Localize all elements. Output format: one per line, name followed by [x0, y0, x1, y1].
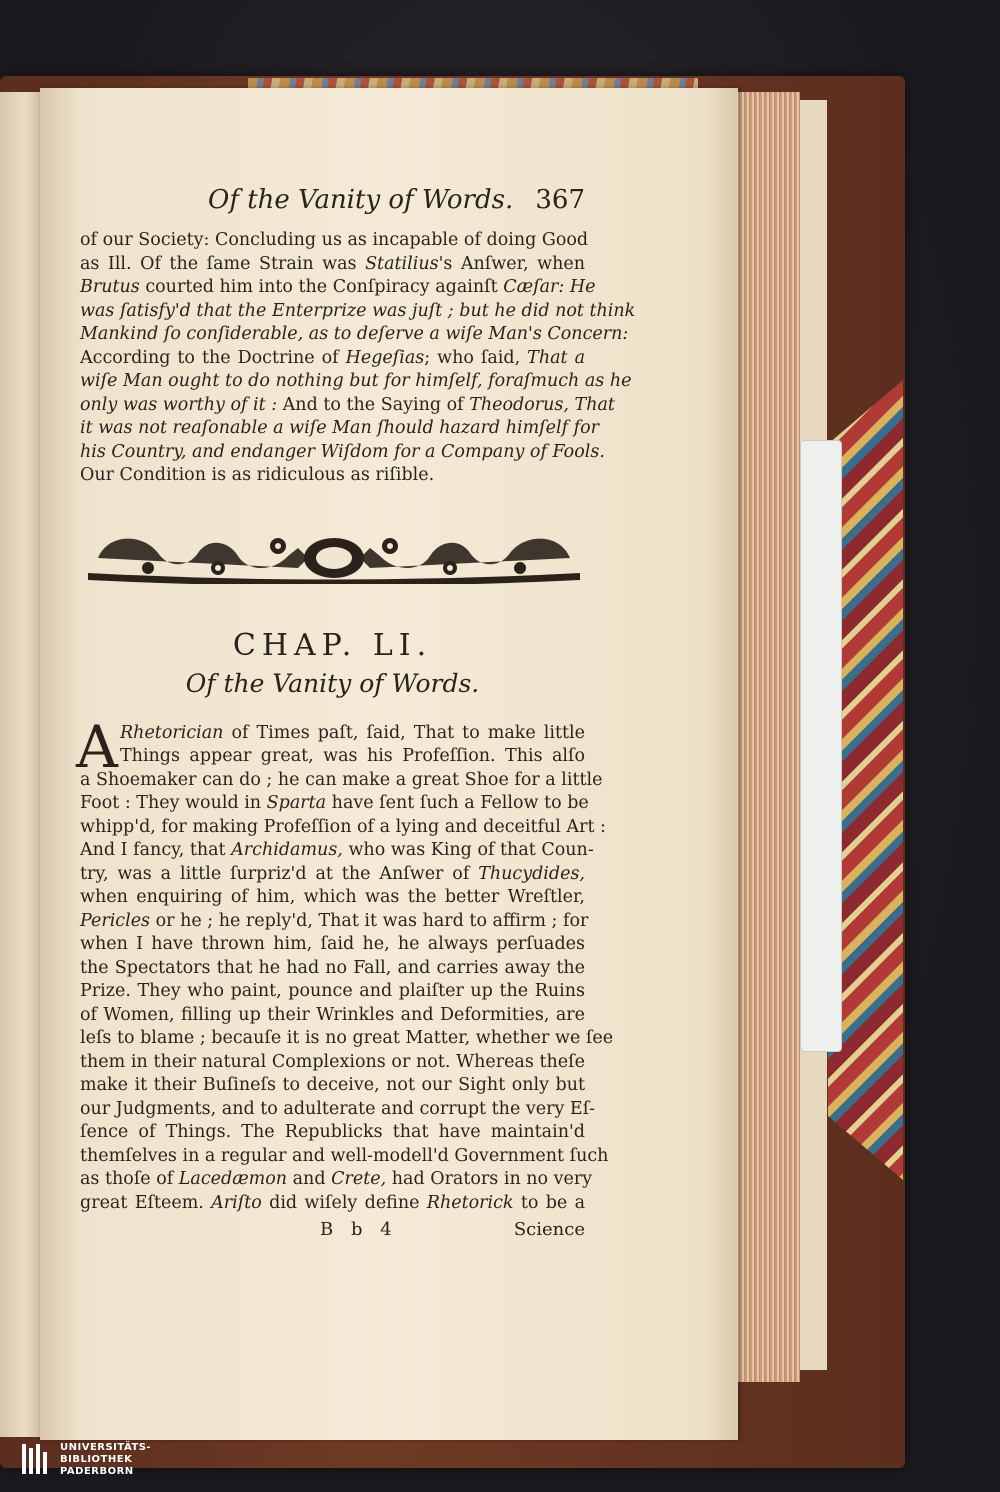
text-run: wiſe Man ought to do nothing but for himſelf, foraſmuch as he: [80, 371, 632, 391]
text-run: only was worthy of it :: [80, 394, 278, 415]
body-lines-line: [80, 1027, 614, 1051]
text-run: of Times paſt, ſaid, That to make little: [223, 722, 585, 743]
body-lines-line: [80, 1074, 585, 1098]
text-run: ; who ſaid,: [424, 347, 528, 368]
body-lines-line: [80, 1168, 593, 1192]
library-logo: [20, 1440, 220, 1480]
text-run: That a: [527, 347, 585, 368]
text-run: Thucydides,: [478, 863, 585, 884]
text-run: as Ill. Of the ſame Strain was: [80, 253, 366, 274]
decorative-headpiece-ornament: [88, 528, 580, 584]
catchword: Science: [513, 1219, 585, 1240]
text-run: who was King of that Coun-: [342, 840, 594, 860]
text-run: did wiſely define: [261, 1192, 427, 1213]
body-lines-line: [80, 816, 606, 840]
drop-cap: A: [76, 712, 118, 781]
intro-lines-line: [80, 229, 589, 253]
text-run: when enquiring of him, which was the better Wreſtler,: [80, 887, 585, 907]
intro-lines-line: [80, 441, 605, 465]
text-run: 's Anſwer, when: [438, 253, 586, 274]
text-run: of our Society: Concluding us as incapable of doing Good: [80, 230, 589, 250]
chapter-title: Of the Vanity of Words.: [185, 668, 480, 698]
body-text: [80, 722, 614, 1216]
intro-lines-line: [80, 253, 585, 277]
text-run: the Spectators that he had no Fall, and carries away the: [80, 957, 585, 978]
text-run: to be a: [513, 1192, 585, 1213]
text-run: had Orators in no very: [386, 1169, 593, 1189]
intro-lines-line: [80, 464, 585, 488]
body-lines-line: [80, 745, 585, 769]
intro-lines-line: [80, 394, 615, 418]
text-run: make it their Buſineſs to deceive, not our Sight only but: [80, 1075, 585, 1095]
text-run: leſs to blame ; becauſe it is no great Matter, whether we ſee: [80, 1028, 614, 1048]
text-run: ſence of Things. The Republicks that have maintain'd: [80, 1122, 585, 1142]
text-run: Theodorus, That: [469, 394, 615, 415]
page-number: 367: [535, 185, 585, 215]
text-run: great Eſteem.: [80, 1192, 212, 1213]
body-lines-line: [80, 769, 603, 793]
body-lines-line: [80, 792, 589, 816]
index-card: [800, 440, 842, 1052]
text-run: Pericles: [80, 910, 151, 931]
text-run: was ſatisfy'd that the Enterprize was juſt ; but he did not think: [80, 300, 636, 321]
text-run: Sparta: [266, 793, 327, 813]
text-run: Crete,: [331, 1169, 387, 1189]
body-lines-line: [80, 1051, 585, 1075]
body-paragraph: [76, 712, 614, 1216]
text-run: Archidamus,: [231, 840, 343, 860]
text-run: Prize. They who paint, pounce and plaiſter up the Ruins: [80, 981, 585, 1001]
text-run: Statilius: [365, 253, 439, 274]
text-run: Things appear great, was his Profeſſion. This alſo: [120, 746, 585, 766]
text-run: whipp'd, for making Profeſſion of a lying and deceitful Art :: [80, 816, 606, 837]
library-logo-icon: [20, 1442, 52, 1476]
text-run: According to the Doctrine of: [80, 347, 346, 368]
body-lines-line: [80, 1192, 585, 1216]
intro-lines-line: [80, 323, 629, 347]
text-run: a Shoemaker can do ; he can make a great Shoe for a little: [80, 769, 603, 790]
chapter-number: CHAP. LI.: [232, 627, 433, 663]
body-lines-line: [80, 863, 585, 887]
logo-line-2: BIBLIOTHEK: [60, 1454, 133, 1465]
text-run: Mankind ſo conſiderable, as to deſerve a wiſe Man's Concern:: [80, 324, 629, 344]
intro-lines-line: [80, 276, 596, 300]
text-run: his Country, and endanger Wiſdom for a Company of Fools.: [80, 441, 605, 462]
text-run: Our Condition is as ridiculous as riſible.: [80, 465, 435, 485]
text-run: Lacedæmon: [178, 1169, 288, 1189]
text-run: of Women, filling up their Wrinkles and Deformities, are: [80, 1004, 585, 1025]
text-run: when I have thrown him, ſaid he, he always perſuades: [80, 934, 585, 954]
text-run: and: [287, 1169, 332, 1189]
body-lines-line: [80, 839, 594, 863]
signature-mark: B b 4: [320, 1219, 398, 1240]
logo-line-3: PADERBORN: [60, 1466, 134, 1477]
page-fore-edge: [730, 92, 800, 1382]
body-lines-line: [80, 910, 589, 934]
text-run: Rhetorick: [426, 1192, 514, 1213]
text-run: Hegeſias: [345, 347, 425, 368]
intro-paragraph: [80, 229, 636, 488]
text-run: as thoſe of: [80, 1169, 179, 1189]
text-run: it was not reaſonable a wiſe Man ſhould hazard himſelf for: [80, 418, 600, 438]
text-run: And I fancy, that: [80, 840, 232, 860]
body-lines-line: [80, 1121, 585, 1145]
body-lines-line: [80, 1145, 609, 1169]
text-run: Rhetorician: [120, 722, 224, 743]
text-run: Foot : They would in: [80, 793, 267, 813]
page-text: [76, 185, 636, 1247]
intro-lines-line: [80, 300, 636, 324]
body-lines-line: [80, 980, 585, 1004]
body-lines-line: [80, 722, 585, 746]
page-header: [80, 185, 585, 229]
text-run: or he ; he reply'd, That it was hard to affirm ; for: [150, 910, 589, 931]
body-lines-line: [80, 957, 585, 981]
text-run: courted him into the Conſpiracy againſt: [139, 277, 504, 297]
text-run: Ariſto: [211, 1192, 262, 1213]
body-lines-line: [80, 1098, 596, 1122]
left-page-edge: [0, 92, 42, 1437]
intro-lines-line: [80, 347, 585, 371]
text-run: And to the Saying of: [277, 394, 470, 415]
page-footer: [80, 1219, 585, 1247]
intro-lines-line: [80, 417, 600, 441]
text-run: try, was a little ſurpriz'd at the Anſwer of: [80, 863, 479, 884]
text-run: themſelves in a regular and well-modell'd Government ſuch: [80, 1145, 609, 1166]
text-run: our Judgments, and to adulterate and corrupt the very Eſ-: [80, 1098, 596, 1119]
text-run: have ſent ſuch a Fellow to be: [326, 793, 589, 813]
body-lines-line: [80, 886, 585, 910]
logo-line-1: UNIVERSITÄTS-: [60, 1442, 152, 1453]
text-run: Brutus: [80, 277, 140, 297]
body-lines-line: [80, 1004, 585, 1028]
text-run: them in their natural Complexions or not. Whereas theſe: [80, 1051, 585, 1072]
text-run: Cæſar: He: [503, 277, 596, 297]
intro-lines-line: [80, 370, 632, 394]
running-title: Of the Vanity of Words.: [208, 185, 514, 215]
body-lines-line: [80, 933, 585, 957]
